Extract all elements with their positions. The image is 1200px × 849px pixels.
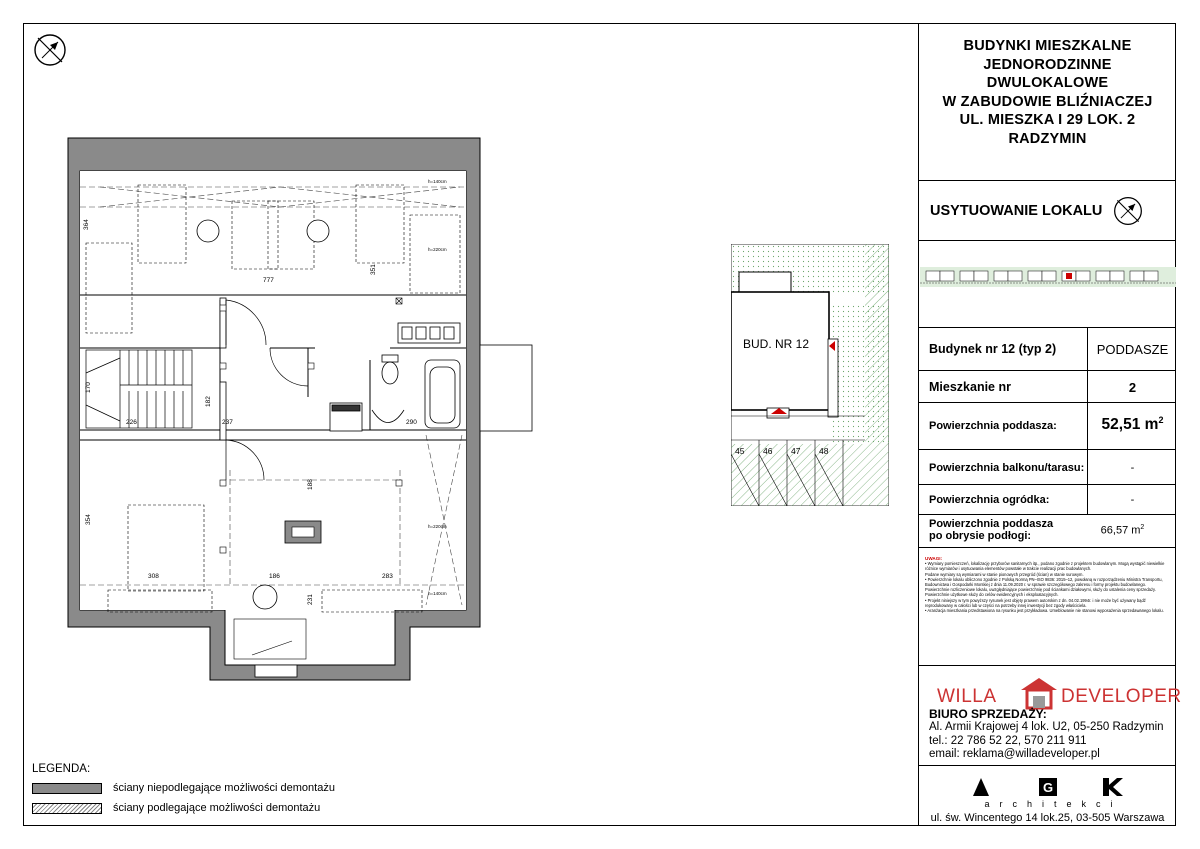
dim-mid-c: 290 xyxy=(406,419,417,426)
ogrodek-label: Powierzchnia ogródka: xyxy=(929,494,1050,506)
info-row-budynek xyxy=(919,328,1176,371)
north-arrow-icon xyxy=(1112,195,1144,227)
agk-logo xyxy=(959,776,1137,798)
svg-text:G: G xyxy=(1043,780,1054,795)
dim-mid-a: 226 xyxy=(126,419,137,426)
title-line: W ZABUDOWIE BLIŹNIACZEJ xyxy=(942,93,1153,110)
pow-poddasza-value: 52,51 $m^2$ xyxy=(1101,415,1164,434)
lot-number: 48 xyxy=(819,446,829,456)
svg-text:h=140cm: h=140cm xyxy=(428,179,447,184)
svg-text:h=220cm: h=220cm xyxy=(428,524,447,529)
willa-developer-logo: WILLA DEVELOPER xyxy=(937,676,1159,712)
lot-number: 47 xyxy=(791,446,801,456)
dormer xyxy=(480,345,532,431)
usytuowanie-heading: USYTUOWANIE LOKALU xyxy=(930,202,1103,219)
dim-left-mid: 170 xyxy=(85,382,92,393)
developer-block xyxy=(919,666,1182,766)
title-line: JEDNORODZINNE xyxy=(983,56,1112,73)
info-row-obrys xyxy=(919,515,1176,548)
site-map xyxy=(731,244,889,506)
lot-number: 46 xyxy=(763,446,773,456)
dim-left-bottom: 354 xyxy=(85,514,92,525)
lot-number: 45 xyxy=(735,446,745,456)
dim-right-top: 351 xyxy=(370,264,377,275)
dim-bottom-c: 283 xyxy=(382,573,393,580)
usytuowanie-row xyxy=(919,181,1176,241)
architect-address: ul. św. Wincentego 14 lok.25, 03-505 Warszawa xyxy=(930,812,1165,824)
biuro-email: email: reklama@willadeveloper.pl xyxy=(929,747,1100,760)
note-line: • Projekt niniejszy w tym powyższy rysunek jest objęty prawem autorskim z dn. 04.02.1994r. i nie może być używany bądź reprodukowany w całości lub w części na potrzeby innej inwestycji bez zgody właściciela. xyxy=(925,597,1146,608)
sales-office xyxy=(929,708,1164,761)
title-panel xyxy=(918,23,1182,826)
kondygnacja-value: PODDASZE xyxy=(1096,342,1169,357)
legend-label: ściany podlegające możliwości demontażu xyxy=(113,802,321,814)
legend-swatch-hatch xyxy=(32,803,102,814)
obrys-label: Powierzchnia poddasza po obrysie podłogi: xyxy=(929,518,1054,542)
title-line: RADZYMIN xyxy=(1008,130,1087,147)
biuro-heading: BIURO SPRZEDAŻY: xyxy=(929,707,1047,721)
dim-left-top: 364 xyxy=(83,219,90,230)
house-logo-icon xyxy=(1019,676,1059,710)
biuro-phone: tel.: 22 786 52 22, 570 211 911 xyxy=(929,734,1087,747)
mieszkanie-value: 2 xyxy=(1128,380,1137,395)
info-row-ogrodek xyxy=(919,485,1176,515)
legend-item-permanent xyxy=(32,782,335,794)
ogrodek-value: - xyxy=(1130,494,1135,506)
note-line: • Aranżacja mieszkania przedstawiona na rysunku jest przykładowa. Umeblowanie nie stanowi wyposażenia sprzedawanego lokalu. xyxy=(925,608,1164,614)
legend-item-removable xyxy=(32,802,320,814)
notes-heading: UWAGI: xyxy=(925,556,943,561)
dim-bottom-a: 308 xyxy=(148,573,159,580)
svg-text:h=140cm: h=140cm xyxy=(428,591,447,596)
architekci-text: architekci xyxy=(984,799,1123,809)
balkon-label: Powierzchnia balkonu/tarasu: xyxy=(929,462,1085,474)
legend-label: ściany niepodlegające możliwości demontażu xyxy=(113,782,335,794)
dim-stair-h: 182 xyxy=(205,396,212,407)
notes xyxy=(919,548,1176,666)
note-line: Podane wymiary są wymiarami w stanie pionowych przegród (ścian) w stanie surowym. xyxy=(925,571,1084,577)
info-row-mieszkanie xyxy=(919,371,1176,403)
dim-top-width: 777 xyxy=(263,277,274,284)
info-row-pow-poddasza xyxy=(919,403,1176,450)
pow-poddasza-label: Powierzchnia poddasza: xyxy=(929,420,1057,432)
architect-block xyxy=(919,766,1176,826)
note-line: • Powierzchnie lokalu obliczono zgodnie z Polską Normą PN–ISO 9836: 2015–12, powołaną w rozporządzeniu Ministra Transportu, Budownictwa i Gospodarki Morskiej z dnia 11.09.2020 r. w sprawie szczegółowego zakresu i formy projektu budowlanego. Powierzchnie rozliczeniowe lokalu, uwzględniające powierzchnię pod ściankami działowymi, służy do ustalenia ceny sprzedaży. Powierzchnie użytkowe służy do celów ewidencyjnych i eksploatacyjnych. xyxy=(925,576,1163,598)
title-line: UL. MIESZKA I 29 LOK. 2 xyxy=(959,112,1136,129)
dim-bottom-v: 231 xyxy=(307,594,314,605)
legend-title: LEGENDA: xyxy=(32,763,91,775)
legend-swatch-solid xyxy=(32,783,102,794)
svg-text:h=220cm: h=220cm xyxy=(428,247,447,252)
obrys-value: 66,57 $m^2$ xyxy=(1100,524,1145,537)
dim-mid-b: 237 xyxy=(222,419,233,426)
floor-plan xyxy=(60,135,540,685)
project-title xyxy=(919,23,1176,181)
budynek-label: Budynek nr 12 (typ 2) xyxy=(929,342,1057,356)
north-arrow-icon xyxy=(32,32,68,68)
legend xyxy=(32,763,335,814)
biuro-address: Al. Armii Krajowej 4 lok. U2, 05-250 Radzymin xyxy=(929,721,1164,734)
building-label: BUD. NR 12 xyxy=(743,337,810,351)
dim-center-v: 188 xyxy=(307,479,314,490)
mieszkanie-label: Mieszkanie nr xyxy=(929,380,1011,394)
dim-bottom-b: 186 xyxy=(269,573,280,580)
estate-overview xyxy=(920,263,1176,293)
estate-strip xyxy=(919,241,1176,328)
balkon-value: - xyxy=(1130,462,1135,474)
info-row-balkon xyxy=(919,450,1176,485)
note-line: • Wymiary pomieszczeń, lokalizację przyborów sanitarnych itp., podano zgodnie z projektem budowlanym. Mogą wystąpić niewielkie różnice wymiarów i usytuowania elementów powstałe w trakcie realizacji prac budowlanych. xyxy=(925,561,1165,572)
title-line: DWULOKALOWE xyxy=(986,75,1109,92)
title-line: BUDYNKI MIESZKALNE xyxy=(963,38,1132,54)
